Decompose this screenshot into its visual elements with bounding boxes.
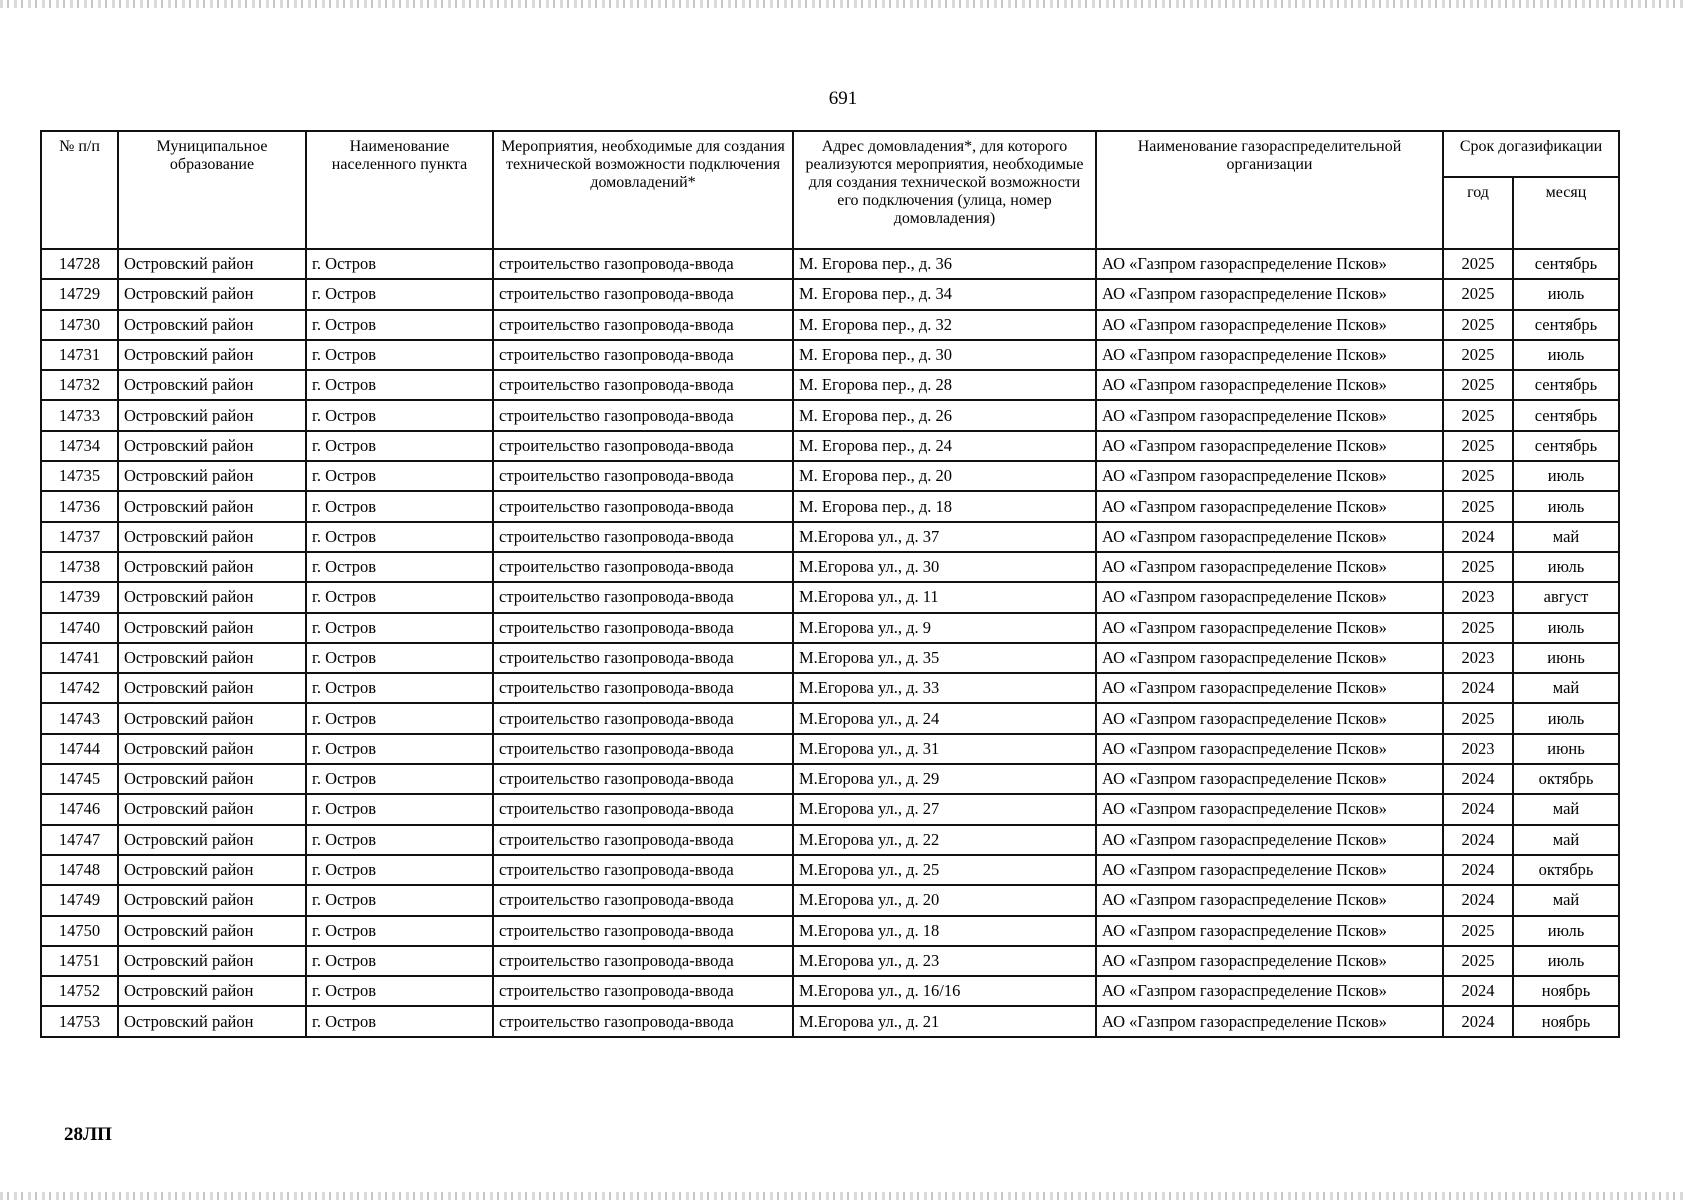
cell-measure: строительство газопровода-ввода bbox=[493, 643, 793, 673]
table-row bbox=[41, 855, 1619, 885]
cell-settlement: г. Остров bbox=[306, 916, 493, 946]
table-row bbox=[41, 703, 1619, 733]
header-num: № п/п bbox=[41, 131, 118, 249]
cell-num: 14735 bbox=[41, 461, 118, 491]
header-term: Срок догазификации bbox=[1443, 131, 1619, 177]
cell-month: июль bbox=[1513, 703, 1619, 733]
cell-measure: строительство газопровода-ввода bbox=[493, 491, 793, 521]
cell-address: М. Егорова пер., д. 18 bbox=[793, 491, 1096, 521]
cell-month: май bbox=[1513, 885, 1619, 915]
cell-month: июль bbox=[1513, 491, 1619, 521]
cell-measure: строительство газопровода-ввода bbox=[493, 673, 793, 703]
table-row bbox=[41, 431, 1619, 461]
cell-municipality: Островский район bbox=[118, 825, 306, 855]
cell-organization: АО «Газпром газораспределение Псков» bbox=[1096, 855, 1443, 885]
cell-year: 2025 bbox=[1443, 916, 1513, 946]
cell-month: май bbox=[1513, 522, 1619, 552]
cell-organization: АО «Газпром газораспределение Псков» bbox=[1096, 400, 1443, 430]
cell-settlement: г. Остров bbox=[306, 310, 493, 340]
cell-settlement: г. Остров bbox=[306, 643, 493, 673]
table-row bbox=[41, 340, 1619, 370]
cell-municipality: Островский район bbox=[118, 310, 306, 340]
cell-num: 14736 bbox=[41, 491, 118, 521]
table-row bbox=[41, 582, 1619, 612]
cell-settlement: г. Остров bbox=[306, 825, 493, 855]
cell-organization: АО «Газпром газораспределение Псков» bbox=[1096, 461, 1443, 491]
cell-address: М.Егорова ул., д. 23 bbox=[793, 946, 1096, 976]
cell-municipality: Островский район bbox=[118, 764, 306, 794]
table-row bbox=[41, 491, 1619, 521]
cell-municipality: Островский район bbox=[118, 643, 306, 673]
cell-address: М. Егорова пер., д. 28 bbox=[793, 370, 1096, 400]
cell-address: М. Егорова пер., д. 32 bbox=[793, 310, 1096, 340]
cell-month: июль bbox=[1513, 552, 1619, 582]
cell-measure: строительство газопровода-ввода bbox=[493, 431, 793, 461]
cell-address: М.Егорова ул., д. 37 bbox=[793, 522, 1096, 552]
cell-year: 2025 bbox=[1443, 946, 1513, 976]
cell-year: 2025 bbox=[1443, 340, 1513, 370]
cell-month: октябрь bbox=[1513, 855, 1619, 885]
header-municipality: Муниципальное образование bbox=[118, 131, 306, 249]
cell-measure: строительство газопровода-ввода bbox=[493, 522, 793, 552]
cell-settlement: г. Остров bbox=[306, 1006, 493, 1036]
cell-settlement: г. Остров bbox=[306, 613, 493, 643]
cell-organization: АО «Газпром газораспределение Псков» bbox=[1096, 613, 1443, 643]
table-row bbox=[41, 400, 1619, 430]
cell-address: М.Егорова ул., д. 30 bbox=[793, 552, 1096, 582]
table-header bbox=[41, 131, 1619, 249]
cell-address: М. Егорова пер., д. 30 bbox=[793, 340, 1096, 370]
cell-settlement: г. Остров bbox=[306, 946, 493, 976]
header-measures: Мероприятия, необходимые для создания технической возможности подключения домовладений* bbox=[493, 131, 793, 249]
cell-year: 2025 bbox=[1443, 552, 1513, 582]
cell-municipality: Островский район bbox=[118, 249, 306, 279]
cell-municipality: Островский район bbox=[118, 946, 306, 976]
cell-year: 2024 bbox=[1443, 885, 1513, 915]
header-settlement: Наименование населенного пункта bbox=[306, 131, 493, 249]
cell-municipality: Островский район bbox=[118, 491, 306, 521]
cell-organization: АО «Газпром газораспределение Псков» bbox=[1096, 279, 1443, 309]
cell-settlement: г. Остров bbox=[306, 552, 493, 582]
cell-year: 2023 bbox=[1443, 643, 1513, 673]
cell-address: М. Егорова пер., д. 24 bbox=[793, 431, 1096, 461]
cell-address: М.Егорова ул., д. 11 bbox=[793, 582, 1096, 612]
cell-organization: АО «Газпром газораспределение Псков» bbox=[1096, 703, 1443, 733]
cell-month: июль bbox=[1513, 461, 1619, 491]
cell-municipality: Островский район bbox=[118, 370, 306, 400]
cell-measure: строительство газопровода-ввода bbox=[493, 1006, 793, 1036]
cell-num: 14731 bbox=[41, 340, 118, 370]
cell-settlement: г. Остров bbox=[306, 522, 493, 552]
cell-num: 14730 bbox=[41, 310, 118, 340]
cell-num: 14747 bbox=[41, 825, 118, 855]
cell-settlement: г. Остров bbox=[306, 673, 493, 703]
cell-year: 2024 bbox=[1443, 764, 1513, 794]
cell-municipality: Островский район bbox=[118, 1006, 306, 1036]
cell-month: июль bbox=[1513, 916, 1619, 946]
cell-municipality: Островский район bbox=[118, 340, 306, 370]
table-row bbox=[41, 734, 1619, 764]
cell-num: 14749 bbox=[41, 885, 118, 915]
cell-measure: строительство газопровода-ввода bbox=[493, 734, 793, 764]
cell-organization: АО «Газпром газораспределение Псков» bbox=[1096, 522, 1443, 552]
cell-year: 2025 bbox=[1443, 370, 1513, 400]
cell-month: август bbox=[1513, 582, 1619, 612]
cell-num: 14753 bbox=[41, 1006, 118, 1036]
cell-measure: строительство газопровода-ввода bbox=[493, 764, 793, 794]
cell-measure: строительство газопровода-ввода bbox=[493, 310, 793, 340]
cell-num: 14733 bbox=[41, 400, 118, 430]
cell-address: М. Егорова пер., д. 36 bbox=[793, 249, 1096, 279]
table-row bbox=[41, 1006, 1619, 1036]
cell-municipality: Островский район bbox=[118, 703, 306, 733]
cell-settlement: г. Остров bbox=[306, 885, 493, 915]
cell-organization: АО «Газпром газораспределение Псков» bbox=[1096, 249, 1443, 279]
cell-month: май bbox=[1513, 825, 1619, 855]
table-row bbox=[41, 552, 1619, 582]
cell-settlement: г. Остров bbox=[306, 734, 493, 764]
cell-address: М.Егорова ул., д. 29 bbox=[793, 764, 1096, 794]
cell-measure: строительство газопровода-ввода bbox=[493, 794, 793, 824]
gasification-table bbox=[40, 130, 1620, 1038]
cell-address: М.Егорова ул., д. 21 bbox=[793, 1006, 1096, 1036]
cell-address: М. Егорова пер., д. 26 bbox=[793, 400, 1096, 430]
cell-organization: АО «Газпром газораспределение Псков» bbox=[1096, 885, 1443, 915]
cell-month: сентябрь bbox=[1513, 431, 1619, 461]
cell-num: 14739 bbox=[41, 582, 118, 612]
table-row bbox=[41, 522, 1619, 552]
cell-num: 14742 bbox=[41, 673, 118, 703]
cell-municipality: Островский район bbox=[118, 855, 306, 885]
cell-settlement: г. Остров bbox=[306, 461, 493, 491]
table-row bbox=[41, 764, 1619, 794]
cell-organization: АО «Газпром газораспределение Псков» bbox=[1096, 552, 1443, 582]
cell-address: М.Егорова ул., д. 9 bbox=[793, 613, 1096, 643]
cell-measure: строительство газопровода-ввода bbox=[493, 249, 793, 279]
cell-month: июнь bbox=[1513, 643, 1619, 673]
cell-address: М.Егорова ул., д. 16/16 bbox=[793, 976, 1096, 1006]
cell-organization: АО «Газпром газораспределение Псков» bbox=[1096, 673, 1443, 703]
cell-num: 14745 bbox=[41, 764, 118, 794]
cell-num: 14752 bbox=[41, 976, 118, 1006]
table-row bbox=[41, 249, 1619, 279]
cell-organization: АО «Газпром газораспределение Псков» bbox=[1096, 491, 1443, 521]
cell-municipality: Островский район bbox=[118, 400, 306, 430]
cell-month: июль bbox=[1513, 279, 1619, 309]
cell-measure: строительство газопровода-ввода bbox=[493, 855, 793, 885]
cell-settlement: г. Остров bbox=[306, 340, 493, 370]
cell-address: М. Егорова пер., д. 34 bbox=[793, 279, 1096, 309]
cell-month: ноябрь bbox=[1513, 976, 1619, 1006]
cell-measure: строительство газопровода-ввода bbox=[493, 703, 793, 733]
cell-year: 2025 bbox=[1443, 613, 1513, 643]
cell-num: 14743 bbox=[41, 703, 118, 733]
cell-municipality: Островский район bbox=[118, 734, 306, 764]
cell-measure: строительство газопровода-ввода bbox=[493, 370, 793, 400]
cell-settlement: г. Остров bbox=[306, 249, 493, 279]
cell-num: 14738 bbox=[41, 552, 118, 582]
cell-municipality: Островский район bbox=[118, 885, 306, 915]
cell-num: 14750 bbox=[41, 916, 118, 946]
cell-address: М.Егорова ул., д. 33 bbox=[793, 673, 1096, 703]
cell-num: 14740 bbox=[41, 613, 118, 643]
cell-municipality: Островский район bbox=[118, 461, 306, 491]
cell-month: май bbox=[1513, 794, 1619, 824]
table-row bbox=[41, 461, 1619, 491]
cell-organization: АО «Газпром газораспределение Псков» bbox=[1096, 340, 1443, 370]
cell-measure: строительство газопровода-ввода bbox=[493, 885, 793, 915]
cell-num: 14751 bbox=[41, 946, 118, 976]
table-row bbox=[41, 885, 1619, 915]
cell-organization: АО «Газпром газораспределение Псков» bbox=[1096, 1006, 1443, 1036]
cell-organization: АО «Газпром газораспределение Псков» bbox=[1096, 916, 1443, 946]
cell-num: 14744 bbox=[41, 734, 118, 764]
cell-year: 2024 bbox=[1443, 855, 1513, 885]
cell-municipality: Островский район bbox=[118, 552, 306, 582]
cell-year: 2024 bbox=[1443, 522, 1513, 552]
cell-municipality: Островский район bbox=[118, 916, 306, 946]
cell-measure: строительство газопровода-ввода bbox=[493, 552, 793, 582]
cell-month: сентябрь bbox=[1513, 370, 1619, 400]
scan-edge-top bbox=[0, 0, 1686, 8]
cell-municipality: Островский район bbox=[118, 976, 306, 1006]
cell-month: ноябрь bbox=[1513, 1006, 1619, 1036]
header-row bbox=[41, 131, 1619, 177]
cell-month: июль bbox=[1513, 946, 1619, 976]
cell-address: М.Егорова ул., д. 25 bbox=[793, 855, 1096, 885]
cell-month: сентябрь bbox=[1513, 249, 1619, 279]
table-row bbox=[41, 976, 1619, 1006]
cell-address: М. Егорова пер., д. 20 bbox=[793, 461, 1096, 491]
cell-organization: АО «Газпром газораспределение Псков» bbox=[1096, 976, 1443, 1006]
header-organization: Наименование газораспределительной организации bbox=[1096, 131, 1443, 249]
page-number: 691 bbox=[828, 88, 858, 109]
cell-month: сентябрь bbox=[1513, 310, 1619, 340]
cell-year: 2024 bbox=[1443, 794, 1513, 824]
cell-year: 2023 bbox=[1443, 734, 1513, 764]
cell-municipality: Островский район bbox=[118, 522, 306, 552]
table-row bbox=[41, 825, 1619, 855]
cell-year: 2025 bbox=[1443, 703, 1513, 733]
cell-num: 14734 bbox=[41, 431, 118, 461]
cell-municipality: Островский район bbox=[118, 794, 306, 824]
cell-year: 2025 bbox=[1443, 461, 1513, 491]
table-row bbox=[41, 370, 1619, 400]
cell-year: 2025 bbox=[1443, 431, 1513, 461]
cell-month: июнь bbox=[1513, 734, 1619, 764]
cell-organization: АО «Газпром газораспределение Псков» bbox=[1096, 764, 1443, 794]
cell-settlement: г. Остров bbox=[306, 855, 493, 885]
cell-measure: строительство газопровода-ввода bbox=[493, 825, 793, 855]
cell-settlement: г. Остров bbox=[306, 370, 493, 400]
cell-num: 14746 bbox=[41, 794, 118, 824]
cell-address: М.Егорова ул., д. 31 bbox=[793, 734, 1096, 764]
cell-num: 14729 bbox=[41, 279, 118, 309]
cell-year: 2024 bbox=[1443, 673, 1513, 703]
cell-measure: строительство газопровода-ввода bbox=[493, 582, 793, 612]
cell-measure: строительство газопровода-ввода bbox=[493, 976, 793, 1006]
cell-settlement: г. Остров bbox=[306, 279, 493, 309]
cell-settlement: г. Остров bbox=[306, 794, 493, 824]
cell-address: М.Егорова ул., д. 20 bbox=[793, 885, 1096, 915]
scan-edge-bottom bbox=[0, 1192, 1686, 1200]
cell-measure: строительство газопровода-ввода bbox=[493, 946, 793, 976]
cell-year: 2025 bbox=[1443, 279, 1513, 309]
header-address: Адрес домовладения*, для которого реализуются мероприятия, необходимые для создания технической возможности его подключения (улица, номер домовладения) bbox=[793, 131, 1096, 249]
cell-year: 2024 bbox=[1443, 1006, 1513, 1036]
cell-address: М.Егорова ул., д. 22 bbox=[793, 825, 1096, 855]
cell-municipality: Островский район bbox=[118, 431, 306, 461]
cell-municipality: Островский район bbox=[118, 613, 306, 643]
cell-address: М.Егорова ул., д. 35 bbox=[793, 643, 1096, 673]
table-row bbox=[41, 673, 1619, 703]
cell-year: 2025 bbox=[1443, 310, 1513, 340]
cell-year: 2025 bbox=[1443, 249, 1513, 279]
table-row bbox=[41, 613, 1619, 643]
header-year: год bbox=[1443, 177, 1513, 249]
table-row bbox=[41, 794, 1619, 824]
cell-organization: АО «Газпром газораспределение Псков» bbox=[1096, 825, 1443, 855]
header-month: месяц bbox=[1513, 177, 1619, 249]
cell-month: сентябрь bbox=[1513, 400, 1619, 430]
cell-address: М.Егорова ул., д. 18 bbox=[793, 916, 1096, 946]
table-row bbox=[41, 279, 1619, 309]
cell-measure: строительство газопровода-ввода bbox=[493, 916, 793, 946]
cell-organization: АО «Газпром газораспределение Псков» bbox=[1096, 946, 1443, 976]
cell-organization: АО «Газпром газораспределение Псков» bbox=[1096, 794, 1443, 824]
cell-measure: строительство газопровода-ввода bbox=[493, 340, 793, 370]
cell-num: 14728 bbox=[41, 249, 118, 279]
cell-municipality: Островский район bbox=[118, 582, 306, 612]
cell-month: май bbox=[1513, 673, 1619, 703]
cell-settlement: г. Остров bbox=[306, 431, 493, 461]
table-row bbox=[41, 310, 1619, 340]
cell-month: июль bbox=[1513, 613, 1619, 643]
cell-year: 2023 bbox=[1443, 582, 1513, 612]
cell-organization: АО «Газпром газораспределение Псков» bbox=[1096, 310, 1443, 340]
cell-year: 2025 bbox=[1443, 491, 1513, 521]
cell-num: 14741 bbox=[41, 643, 118, 673]
cell-municipality: Островский район bbox=[118, 673, 306, 703]
cell-year: 2025 bbox=[1443, 400, 1513, 430]
table-body bbox=[41, 249, 1619, 1037]
cell-year: 2024 bbox=[1443, 825, 1513, 855]
cell-num: 14748 bbox=[41, 855, 118, 885]
cell-settlement: г. Остров bbox=[306, 491, 493, 521]
cell-address: М.Егорова ул., д. 24 bbox=[793, 703, 1096, 733]
cell-month: июль bbox=[1513, 340, 1619, 370]
cell-organization: АО «Газпром газораспределение Псков» bbox=[1096, 734, 1443, 764]
table-row bbox=[41, 643, 1619, 673]
cell-municipality: Островский район bbox=[118, 279, 306, 309]
cell-num: 14737 bbox=[41, 522, 118, 552]
cell-num: 14732 bbox=[41, 370, 118, 400]
cell-settlement: г. Остров bbox=[306, 764, 493, 794]
cell-settlement: г. Остров bbox=[306, 400, 493, 430]
table-row bbox=[41, 946, 1619, 976]
cell-organization: АО «Газпром газораспределение Псков» bbox=[1096, 643, 1443, 673]
cell-measure: строительство газопровода-ввода bbox=[493, 613, 793, 643]
cell-settlement: г. Остров bbox=[306, 976, 493, 1006]
cell-address: М.Егорова ул., д. 27 bbox=[793, 794, 1096, 824]
cell-month: октябрь bbox=[1513, 764, 1619, 794]
cell-settlement: г. Остров bbox=[306, 703, 493, 733]
cell-organization: АО «Газпром газораспределение Псков» bbox=[1096, 582, 1443, 612]
cell-measure: строительство газопровода-ввода bbox=[493, 400, 793, 430]
cell-measure: строительство газопровода-ввода bbox=[493, 461, 793, 491]
cell-measure: строительство газопровода-ввода bbox=[493, 279, 793, 309]
footer-code: 28ЛП bbox=[64, 1124, 112, 1145]
cell-organization: АО «Газпром газораспределение Псков» bbox=[1096, 370, 1443, 400]
table-row bbox=[41, 916, 1619, 946]
cell-organization: АО «Газпром газораспределение Псков» bbox=[1096, 431, 1443, 461]
cell-year: 2024 bbox=[1443, 976, 1513, 1006]
cell-settlement: г. Остров bbox=[306, 582, 493, 612]
